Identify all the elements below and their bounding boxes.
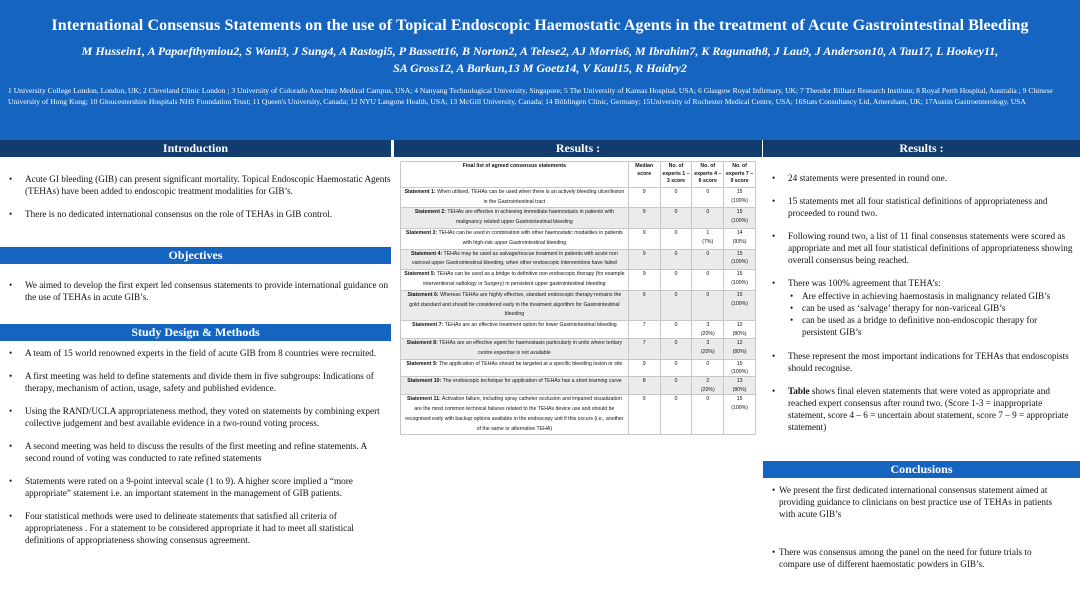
conclusions-heading: Conclusions	[763, 461, 1080, 478]
table-header: Final list of agreed consensus statements	[401, 162, 629, 188]
statement-cell	[401, 228, 629, 249]
poster-title: International Consensus Statements on the use of Topical Endoscopic Haemostatic Agents in the treatment of Acute Gastrointestinal Bleeding	[51, 17, 1029, 34]
high-value: 15	[736, 396, 743, 403]
low-score-cell	[660, 249, 692, 270]
mid-score-cell	[692, 208, 724, 229]
statement-cell	[401, 290, 629, 320]
affiliation-list: 1 University College London, London, UK; 2 Cleveland Clinic London ; 3 University of Colorado Anschutz Medical Campus, USA; 4 Nanyang Technological University, Singapore; 5 The University of Kansas Hospital, USA; 6 Glasgow Royal Infirmary, UK; 7 Theodor Bilharz Research Institute; 8 Royal Perth Hospital, Australia ; 9 Chinese University of Hong Kong; 10 Gloucestershire Hospitals NHS Foundation Trust; 11 Queen's University, Canada; 12 NYU Langone Health, USA; 13 McGill University, Canada; 14 Böblingen Clinic, Germany; 15University of Rochester Medical Centre, USA; 16Stats Consultancy Ltd, Amersham, UK; 17Austin Gastroenterology, USA	[8, 86, 1053, 106]
median-value: 7	[642, 339, 646, 346]
table-row	[401, 208, 756, 229]
statement-label: Statement 5:	[404, 271, 436, 278]
statement-text: TEHAs can be used as a bridge to definitive non endoscopic therapy (for example interventional radiology or Surgery) in persistent upper gastrointestinal bleeding	[423, 271, 625, 287]
median-value: 9	[642, 209, 646, 216]
median-score-cell	[628, 338, 660, 359]
low-score-cell	[660, 321, 692, 339]
table-header: No. of experts 1 – 3 score	[660, 162, 692, 188]
statement-text: TEHAs may be used as salvage/rescue treatment in patients with acute non variceal upper Gastrointestinal bleeding, when other endoscopic interventions have failed	[412, 250, 618, 267]
high-percent: (100%)	[731, 404, 748, 411]
high-score-cell	[724, 208, 756, 229]
author-list: M Hussein1, A Papaefthymiou2, S Wani3, J Sung4, A Rastogi5, P Bassett16, B Norton2, A Telese2, AJ Morris6, M Ibrahim7, K Ragunath8, J Lau9, J Anderson10, A Tau17, L Hookey11, SA Gross12, A Barkun,13 M Goetz14, V Kaul15, R Haidry2	[81, 44, 999, 75]
statement-cell	[401, 359, 629, 377]
table-row	[401, 290, 756, 320]
high-score-cell	[724, 321, 756, 339]
mid-percent: (20%)	[700, 348, 715, 355]
conclusions-list	[763, 484, 1063, 581]
list-item: • A second meeting was held to discuss the results of the first meeting and refine statements. A second round of voting was conducted to rate refined statements	[0, 440, 391, 464]
list-item: • A first meeting was held to define statements and divide them in five subgroups: Indications of therapy, mechanism of action, usage, safety and published evidence.	[0, 370, 391, 394]
list-item: • Four statistical methods were used to delineate statements that satisfied all criteria of appropriateness . For a statement to be considered appropriate it had to meet all statistical definitions of appropriateness showing consensus agreement.	[0, 510, 391, 546]
list-item	[763, 385, 1074, 433]
mid-value: 0	[706, 188, 710, 195]
statement-label: Statement 6:	[407, 291, 439, 298]
list-item: • We present the first dedicated international consensus statement aimed at providing guidance to clinicians on best practice use of TEHAs in patients with acute GIB’s	[763, 484, 1053, 520]
table-row	[401, 338, 756, 359]
high-value: 13	[736, 378, 743, 385]
low-score-cell	[660, 187, 692, 208]
mid-value: 0	[706, 271, 710, 278]
high-value: 15	[736, 271, 743, 278]
mid-value: 1	[706, 229, 710, 236]
statement-cell	[401, 249, 629, 270]
methods-heading: Study Design & Methods	[0, 324, 391, 341]
mid-score-cell	[692, 395, 724, 435]
high-percent: (80%)	[732, 330, 747, 337]
median-score-cell	[628, 249, 660, 270]
statement-label: Statement 8:	[406, 339, 438, 346]
low-score-cell	[660, 359, 692, 377]
table-row	[401, 270, 756, 291]
agreement-intro: There was 100% agreement that TEHA’s:	[788, 278, 941, 288]
mid-value: 0	[706, 291, 710, 298]
high-score-cell	[724, 249, 756, 270]
median-value: 8	[642, 378, 646, 385]
low-score-cell	[660, 338, 692, 359]
median-score-cell	[628, 377, 660, 395]
sub-list-item: • can be used as a bridge to definitive non-endoscopic therapy for persistent GIB’s	[788, 314, 1074, 338]
statement-label: Statement 7:	[412, 322, 444, 329]
median-score-cell	[628, 270, 660, 291]
statement-label: Statement 9:	[406, 360, 438, 367]
statement-cell	[401, 338, 629, 359]
statement-text: When utilised, TEHAs can be used when there is an actively bleeding ulcer/lesion in the Gastrointestinal tract	[437, 188, 625, 205]
mid-score-cell	[692, 377, 724, 395]
low-value: 0	[674, 250, 678, 257]
table-body	[401, 187, 756, 435]
table-row	[401, 395, 756, 435]
table-row	[401, 359, 756, 377]
high-value: 15	[736, 188, 743, 195]
introduction-heading: Introduction	[0, 140, 391, 157]
high-value: 15	[736, 291, 743, 298]
statement-cell	[401, 208, 629, 229]
table-header: Median score	[628, 162, 660, 188]
list-item: • 15 statements met all four statistical definitions of appropriateness and proceeded to round two.	[763, 195, 1074, 219]
list-item: • Following round two, a list of 11 final consensus statements were scored as appropriate and met all four statistical definitions of appropriateness showing overall consensus being reached.	[763, 230, 1074, 266]
median-score-cell	[628, 228, 660, 249]
list-item: • There was consensus among the panel on the need for future trials to compare use of different haemostatic powders in GIB’s.	[763, 546, 1053, 570]
high-score-cell	[724, 395, 756, 435]
table-description: shows final eleven statements that were voted as appropriate and reached expert consensus after round two. (Score 1-3 = inappropriate statement, score 4 – 6 = uncertain about statement, score 7 – 9 = appropriate statement)	[788, 386, 1069, 432]
statement-text: The endoscopic technique for application of TEHAs has a short learning curve	[442, 378, 622, 385]
mid-value: 2	[706, 378, 710, 385]
high-percent: (100%)	[731, 279, 748, 286]
median-score-cell	[628, 290, 660, 320]
high-value: 15	[736, 209, 743, 216]
median-score-cell	[628, 187, 660, 208]
low-score-cell	[660, 208, 692, 229]
table-row	[401, 321, 756, 339]
table-row	[401, 228, 756, 249]
list-item: • A team of 15 world renowned experts in the field of acute GIB from 8 countries were recruited.	[0, 347, 391, 359]
table-row	[401, 249, 756, 270]
table-header: No. of experts 4 – 6 score	[692, 162, 724, 188]
statement-text: The application of TEHAs should be targeted at a specific bleeding lesion or site	[438, 360, 623, 367]
left-column	[0, 140, 391, 608]
statement-label: Statement 10:	[407, 378, 442, 385]
mid-value: 0	[706, 250, 710, 257]
introduction-list	[0, 173, 391, 220]
high-score-cell	[724, 187, 756, 208]
median-score-cell	[628, 395, 660, 435]
statement-label: Statement 11:	[406, 396, 441, 403]
mid-score-cell	[692, 290, 724, 320]
high-score-cell	[724, 338, 756, 359]
mid-score-cell	[692, 338, 724, 359]
statement-cell	[401, 187, 629, 208]
mid-percent: (20%)	[700, 387, 715, 394]
high-percent: (100%)	[731, 218, 748, 225]
poster-header	[0, 0, 1080, 140]
low-score-cell	[660, 228, 692, 249]
results-list	[763, 172, 1080, 433]
right-column	[763, 140, 1080, 608]
objectives-list	[0, 279, 391, 314]
mid-percent: (7%)	[702, 238, 714, 245]
mid-value: 3	[706, 339, 710, 346]
median-score-cell	[628, 321, 660, 339]
low-value: 0	[674, 209, 678, 216]
median-value: 9	[642, 396, 646, 403]
low-value: 0	[674, 396, 678, 403]
consensus-table-wrapper	[400, 161, 756, 435]
statement-cell	[401, 270, 629, 291]
statement-cell	[401, 377, 629, 395]
mid-score-cell	[692, 359, 724, 377]
high-value: 15	[736, 250, 743, 257]
low-value: 0	[674, 322, 678, 329]
high-percent: (100%)	[731, 300, 748, 307]
table-row	[401, 187, 756, 208]
list-item: • 24 statements were presented in round one.	[763, 172, 1074, 184]
table-header: No. of experts 7 – 9 score	[724, 162, 756, 188]
statement-text: Whereas TEHAs are highly effective, standard endoscopic therapy remains the gold standard and should be considered early in the treatment algorithm for Gastrointestinal bleeding	[409, 291, 622, 318]
results-heading-right: Results :	[763, 140, 1080, 157]
mid-score-cell	[692, 321, 724, 339]
mid-score-cell	[692, 187, 724, 208]
statement-label: Statement 1:	[404, 188, 436, 195]
median-value: 7	[642, 322, 646, 329]
statement-text: TEHAs are an effective agent for haemostasis particularly in units where tertiary centre expertise is not available	[439, 339, 623, 356]
median-value: 9	[642, 360, 646, 367]
mid-score-cell	[692, 270, 724, 291]
high-percent: (93%)	[732, 238, 747, 245]
median-value: 9	[642, 250, 646, 257]
middle-column	[394, 140, 762, 608]
high-score-cell	[724, 228, 756, 249]
statement-text: TEHAs are an effective treatment option for lower Gastrointestinal bleeding	[444, 322, 617, 329]
high-score-cell	[724, 270, 756, 291]
mid-value: 3	[706, 322, 710, 329]
low-value: 0	[674, 360, 678, 367]
low-value: 0	[674, 378, 678, 385]
high-score-cell	[724, 377, 756, 395]
statement-cell	[401, 321, 629, 339]
results-heading-mid: Results :	[394, 140, 762, 157]
high-percent: (100%)	[731, 259, 748, 266]
median-value: 9	[642, 271, 646, 278]
statement-text: TEHAs are effective in achieving immediate haemostasis in patients with malignancy related upper Gastrointestinal bleeding	[447, 209, 614, 226]
table-row	[401, 377, 756, 395]
list-item: • Statements were rated on a 9-point interval scale (1 to 9). A higher score implied a “more appropriate” statement i.e. an important statement in the management of GIB patients.	[0, 475, 391, 499]
low-value: 0	[674, 229, 678, 236]
high-value: 15	[736, 360, 743, 367]
low-score-cell	[660, 395, 692, 435]
statement-label: Statement 3:	[406, 229, 438, 236]
low-value: 0	[674, 188, 678, 195]
high-percent: (80%)	[732, 348, 747, 355]
consensus-table	[400, 161, 756, 435]
table-header-row	[401, 162, 756, 188]
mid-value: 0	[706, 360, 710, 367]
high-percent: (80%)	[732, 387, 747, 394]
median-value: 9	[642, 291, 646, 298]
statement-label: Statement 4:	[411, 250, 443, 257]
statement-label: Statement 2:	[414, 209, 446, 216]
low-score-cell	[660, 290, 692, 320]
methods-list	[0, 347, 391, 557]
table-reference: Table	[788, 386, 810, 396]
low-score-cell	[660, 270, 692, 291]
sub-list-item: • Are effective in achieving haemostasis in malignancy related GIB’s	[788, 290, 1074, 302]
list-item: • Using the RAND/UCLA appropriateness method, they voted on statements by combining expert collective judgement and best available evidence in a two-round voting process.	[0, 405, 391, 429]
median-value: 9	[642, 188, 646, 195]
high-score-cell	[724, 290, 756, 320]
list-item	[763, 277, 1074, 338]
sub-list-item: • can be used as ‘salvage’ therapy for non-variceal GIB’s	[788, 302, 1074, 314]
mid-value: 0	[706, 396, 710, 403]
mid-percent: (20%)	[700, 330, 715, 337]
list-item: • We aimed to develop the first expert led consensus statements to provide international guidance on the use of TEHAs in acute GIB’s.	[0, 279, 391, 303]
objectives-heading: Objectives	[0, 247, 391, 264]
high-value: 12	[736, 322, 743, 329]
statement-text: TEHAs can be used in combination with other haemostatic modalities in patients with high-risk upper Gastrointestinal bleeding	[438, 229, 623, 246]
mid-score-cell	[692, 249, 724, 270]
median-score-cell	[628, 208, 660, 229]
list-item: • There is no dedicated international consensus on the role of TEHAs in GIB control.	[0, 208, 391, 220]
low-value: 0	[674, 291, 678, 298]
mid-score-cell	[692, 228, 724, 249]
high-value: 14	[736, 229, 743, 236]
statement-cell	[401, 395, 629, 435]
median-value: 9	[642, 229, 646, 236]
low-value: 0	[674, 271, 678, 278]
list-item: • Acute GI bleeding (GIB) can present significant mortality. Topical Endoscopic Haemostatic Agents (TEHAs) have been added to endoscopic treatment modalities for GIB’s.	[0, 173, 391, 197]
high-value: 12	[736, 339, 743, 346]
statement-text: Activation failure, including spray catheter occlusion and impaired visualization are the most common technical failures related to the TEHAs device use and should be recognised early with backup options available in the endoscopy unit if this occurs (i.e., another of the same or alternative TEHA)	[405, 396, 624, 432]
low-value: 0	[674, 339, 678, 346]
high-percent: (100%)	[731, 197, 748, 204]
low-score-cell	[660, 377, 692, 395]
agreement-sublist	[788, 290, 1074, 338]
mid-value: 0	[706, 209, 710, 216]
high-percent: (100%)	[731, 369, 748, 376]
list-item: • These represent the most important indications for TEHAs that endoscopists should recognise.	[763, 350, 1074, 374]
high-score-cell	[724, 359, 756, 377]
median-score-cell	[628, 359, 660, 377]
